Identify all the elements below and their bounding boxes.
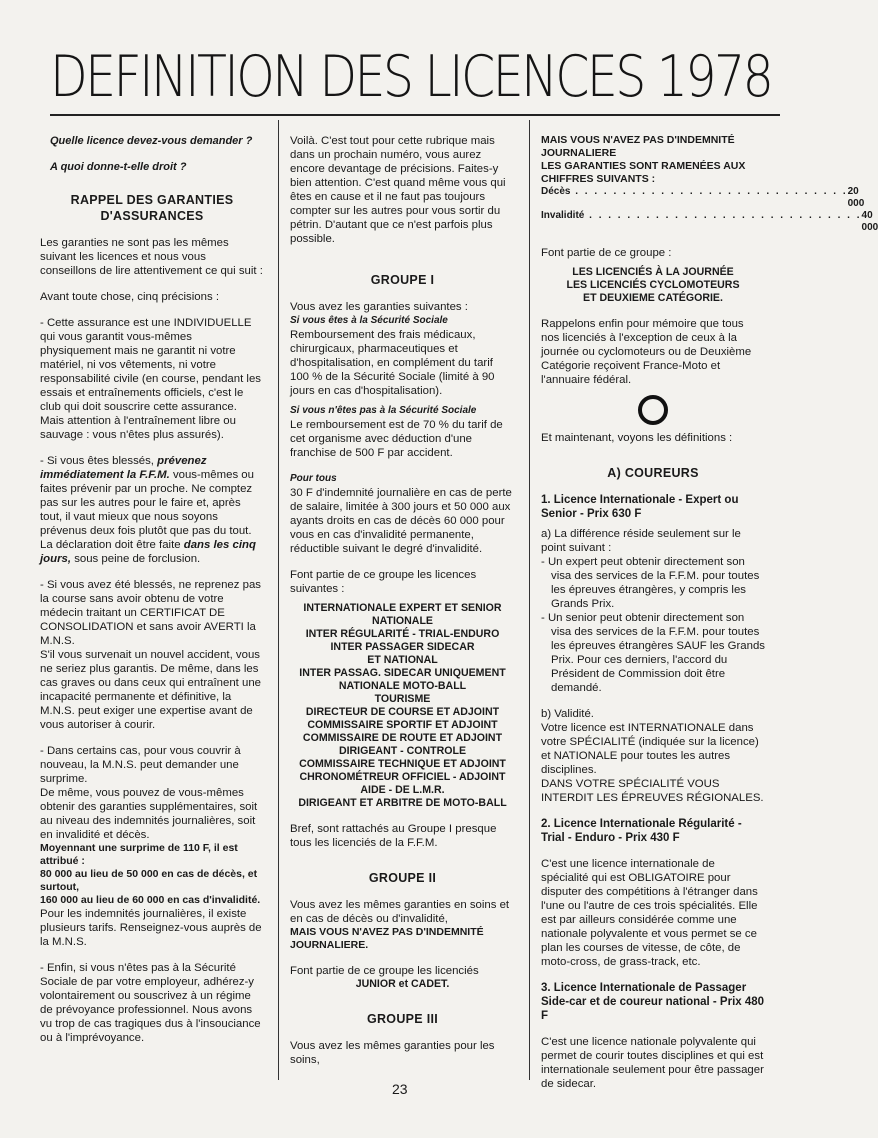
column-2: [290, 134, 515, 1067]
group-1-heading: GROUPE I: [370, 273, 435, 287]
licence-title: 2. Licence Internationale Régularité - Trial - Enduro - Prix 430 F: [541, 818, 742, 844]
paragraph: La déclaration doit être faite dans les cinq jours, sous peine de forclusion.: [40, 539, 256, 565]
bold-line: MAIS VOUS N'AVEZ PAS D'INDEMNITÉ JOURNALIERE: [541, 134, 735, 159]
paragraph: - Enfin, si vous n'êtes pas à la Sécurité Sociale de par votre employeur, adhérez-y volontairement ou souscrivez à un régime de prévoyance professionnel. Nous avons vu trop de cas tragiques dus à l'insouciance ou à l'imprévoyance.: [40, 962, 261, 1044]
paragraph: - Si vous avez été blessés, ne reprenez pas la course sans avoir obtenu de votre médecin traitant un CERTIFICAT DE CONSOLIDATION et sans avoir AVERTI la M.N.S.: [40, 579, 261, 647]
paragraph: Vous avez les mêmes garanties en soins et en cas de décès ou d'invalidité,: [290, 899, 510, 925]
list-item: INTER PASSAG. SIDECAR UNIQUEMENT: [299, 667, 506, 679]
list-item: ET NATIONAL: [367, 654, 438, 666]
list-item: NATIONALE MOTO-BALL: [338, 680, 467, 692]
paragraph: Vous avez les mêmes garanties pour les soins,: [290, 1040, 495, 1066]
paragraph: Font partie de ce groupe les licences suivantes :: [290, 569, 477, 595]
column-divider: [278, 120, 279, 1080]
paragraph: - Un expert peut obtenir directement son visa des services de la F.F.M. pour toutes les épreuves étrangères, y compris les Grands Prix.: [541, 556, 760, 610]
column-3: [541, 134, 878, 1091]
list-item: JUNIOR et CADET.: [355, 978, 450, 990]
title-rule: [50, 114, 780, 116]
question-1: Quelle licence devez-vous demander ?: [50, 135, 253, 147]
list-item: CHRONOMÉTREUR OFFICIEL - ADJOINT: [299, 771, 506, 783]
paragraph: - Si vous êtes blessés, prévenez immédiatement la F.F.M. vous-mêmes ou faites prévenir par un proche. Ne comptez pas sur les autres pour le faire et, après tout, il vaut mieux que nous soyons prévenus deux fois plutôt que pas du tout.: [40, 455, 254, 537]
list-item: TOURISME: [374, 693, 431, 705]
paragraph: a) La différence réside seulement sur le point suivant :: [541, 528, 741, 554]
paragraph: C'est une licence nationale polyvalente qui permet de courir toutes disciplines et qui est internationale seulement pour être passager de sidecar.: [541, 1036, 764, 1090]
table-value: 20 000: [847, 186, 865, 209]
licence-title: 3. Licence Internationale de Passager Side-car et de coureur national - Prix 480 F: [541, 982, 765, 1022]
paragraph: De même, vous pouvez de vous-mêmes obtenir des garanties supplémentaires, soit au niveau des indemnités journalières, soit en invalidité et décès.: [40, 787, 258, 841]
list-item: NATIONALE: [371, 615, 433, 627]
list-item: COMMISSAIRE DE ROUTE ET ADJOINT: [302, 732, 503, 744]
paragraph: b) Validité.: [541, 708, 594, 720]
list-item: COMMISSAIRE TECHNIQUE ET ADJOINT: [299, 758, 506, 770]
column-divider: [529, 120, 530, 1080]
paragraph: - Cette assurance est une INDIVIDUELLE qui vous garantit vous-mêmes physiquement mais ne garantit ni votre matériel, ni vos vêtements, ni votre responsabilité civile (en course, pendant les essais et entraînements officiels, c'est le club qui doit souscrire cette assurance. Mais attention à l'entraînement libre ou sauvage : vous n'êtes plus assurés).: [40, 317, 261, 441]
group-2-heading: GROUPE II: [368, 871, 437, 885]
licence-title: 1. Licence Internationale - Expert ou Senior - Prix 630 F: [541, 494, 739, 520]
paragraph: DANS VOTRE SPÉCIALITÉ VOUS INTERDIT LES ÉPREUVES RÉGIONALES.: [541, 778, 764, 804]
bold-line: 80 000 au lieu de 50 000 en cas de décès, et surtout,: [40, 868, 258, 893]
bold-line: Moyennant une surprime de 110 F, il est attribué :: [40, 842, 238, 867]
paragraph: - Un senior peut obtenir directement son visa des services de la F.F.M. pour toutes les épreuves étrangères SAUF les Grands Prix. Pour ces derniers, l'accord du Président de Commission doit être demandé.: [541, 612, 765, 694]
paragraph: Bref, sont rattachés au Groupe I presque tous les licenciés de la F.F.M.: [290, 823, 497, 849]
list-item: LES LICENCIÉS CYCLOMOTEURS: [566, 279, 740, 291]
table-value: 40 000: [861, 210, 878, 233]
bold-line: LES GARANTIES SONT RAMENÉES AUX CHIFFRES SUIVANTS :: [541, 160, 746, 185]
paragraph: Avant toute chose, cinq précisions :: [40, 291, 219, 303]
paragraph: Et maintenant, voyons les définitions :: [541, 432, 733, 444]
list-item: LES LICENCIÉS À LA JOURNÉE: [572, 266, 734, 278]
table-label: Invalidité: [541, 210, 585, 221]
list-item: AIDE - DE L.M.R.: [360, 784, 445, 796]
group-3-heading: GROUPE III: [366, 1012, 439, 1026]
list-item: INTER RÉGULARITÉ - TRIAL-ENDURO: [305, 628, 500, 640]
paragraph: Pour les indemnités journalières, il existe plusieurs tarifs. Renseignez-vous auprès de la M.N.S.: [40, 908, 262, 948]
page-title: DEFINITION DES LICENCES 1978: [50, 44, 772, 110]
paragraph: 30 F d'indemnité journalière en cas de perte de salaire, limitée à 300 jours et 50 000 aux ayants droits en cas de décès 60 000 pour vous en cas d'invalidité permanente, réductible suivant le degré d'invalidité.: [290, 487, 512, 555]
bold-line: MAIS VOUS N'AVEZ PAS D'INDEMNITÉ JOURNALIERE.: [290, 926, 484, 951]
guarantee-table: [541, 186, 878, 234]
circle-ornament: [638, 395, 668, 425]
section-heading: RAPPEL DES GARANTIES D'ASSURANCES: [70, 193, 234, 223]
paragraph: Les garanties ne sont pas les mêmes suivant les licences et nous vous conseillons de lire attentivement ce qui suit :: [40, 237, 263, 277]
paragraph: Remboursement des frais médicaux, chirurgicaux, pharmaceutiques et d'hospitalisation, en complément du tarif 100 % de la Sécurité Sociale (limité à 90 jours en cas d'hospitalisation).: [290, 329, 495, 397]
subheading: Si vous êtes à la Sécurité Sociale: [290, 315, 448, 326]
section-heading: A) COUREURS: [607, 466, 699, 480]
question-2: A quoi donne-t-elle droit ?: [50, 161, 187, 173]
table-label: Décès: [541, 186, 571, 197]
subheading: Pour tous: [290, 473, 337, 484]
list-item: COMMISSAIRE SPORTIF ET ADJOINT: [307, 719, 498, 731]
table-row: Décès . . . . . . . . . . . . . . . . . . . . . . . . . . . . . 20 000: [541, 186, 865, 209]
paragraph: - Dans certains cas, pour vous couvrir à nouveau, la M.N.S. peut demander une surprime.: [40, 745, 241, 785]
licence-list: [290, 602, 515, 810]
list-item: DIRIGEANT - CONTROLE: [338, 745, 467, 757]
list-item: ET DEUXIEME CATÉGORIE.: [583, 292, 723, 304]
paragraph: Votre licence est INTERNATIONALE dans votre SPÉCIALITÉ (indiquée sur la licence) et NATIONALE pour toutes les autres disciplines.: [541, 722, 759, 776]
paragraph: C'est une licence internationale de spécialité qui est OBLIGATOIRE pour disputer des compétitions à l'étranger dans l'une ou l'autre de ces trois spécialités. Elle est par ailleurs considérée comme une nationale polyvalente et vous permet se ce plan les courses de vitesse, de côte, de moto-cross, de grass-track, etc.: [541, 858, 758, 968]
paragraph: Voilà. C'est tout pour cette rubrique mais dans un prochain numéro, vous aurez encore devantage de précisions. Faites-y bien attention. C'est quand même vous qui êtes en cause et il ne faut pas toujours compter sur les autres pour vous sortir du pétrin. D'autant que ce n'est parfois plus possible.: [290, 135, 506, 245]
paragraph: Font partie de ce groupe :: [541, 247, 672, 259]
bold-line: 160 000 au lieu de 60 000 en cas d'invalidité.: [40, 894, 261, 906]
list-item: DIRECTEUR DE COURSE ET ADJOINT: [305, 706, 500, 718]
paragraph: Le remboursement est de 70 % du tarif de cet organisme avec déduction d'une franchise de 500 F par accident.: [290, 419, 503, 459]
table-row: Invalidité . . . . . . . . . . . . . . . . . . . . . . . . . . . . . 40 000: [541, 210, 878, 233]
list-item: INTER PASSAGER SIDECAR: [330, 641, 475, 653]
paragraph: S'il vous survenait un nouvel accident, vous ne seriez plus garantis. De même, dans les cas graves ou dans ceux qui entraînent une incapacité permanente et définitive, la M.N.S. peut exiger une expertise avant de vous autoriser à courir.: [40, 649, 261, 731]
column-1: [40, 134, 264, 1045]
paragraph: Font partie de ce groupe les licenciés: [290, 965, 479, 977]
list-item: DIRIGEANT ET ARBITRE DE MOTO-BALL: [298, 797, 507, 809]
subheading: Si vous n'êtes pas à la Sécurité Sociale: [290, 405, 477, 416]
paragraph: Rappelons enfin pour mémoire que tous nos licenciés à l'exception de ceux à la journée ou cyclomoteurs ou de Deuxième Catégorie reçoivent France-Moto et l'annuaire fédéral.: [541, 318, 752, 386]
page-number: 23: [392, 1081, 408, 1097]
list-item: INTERNATIONALE EXPERT ET SENIOR: [303, 602, 502, 614]
paragraph: Vous avez les garanties suivantes :: [290, 301, 468, 313]
